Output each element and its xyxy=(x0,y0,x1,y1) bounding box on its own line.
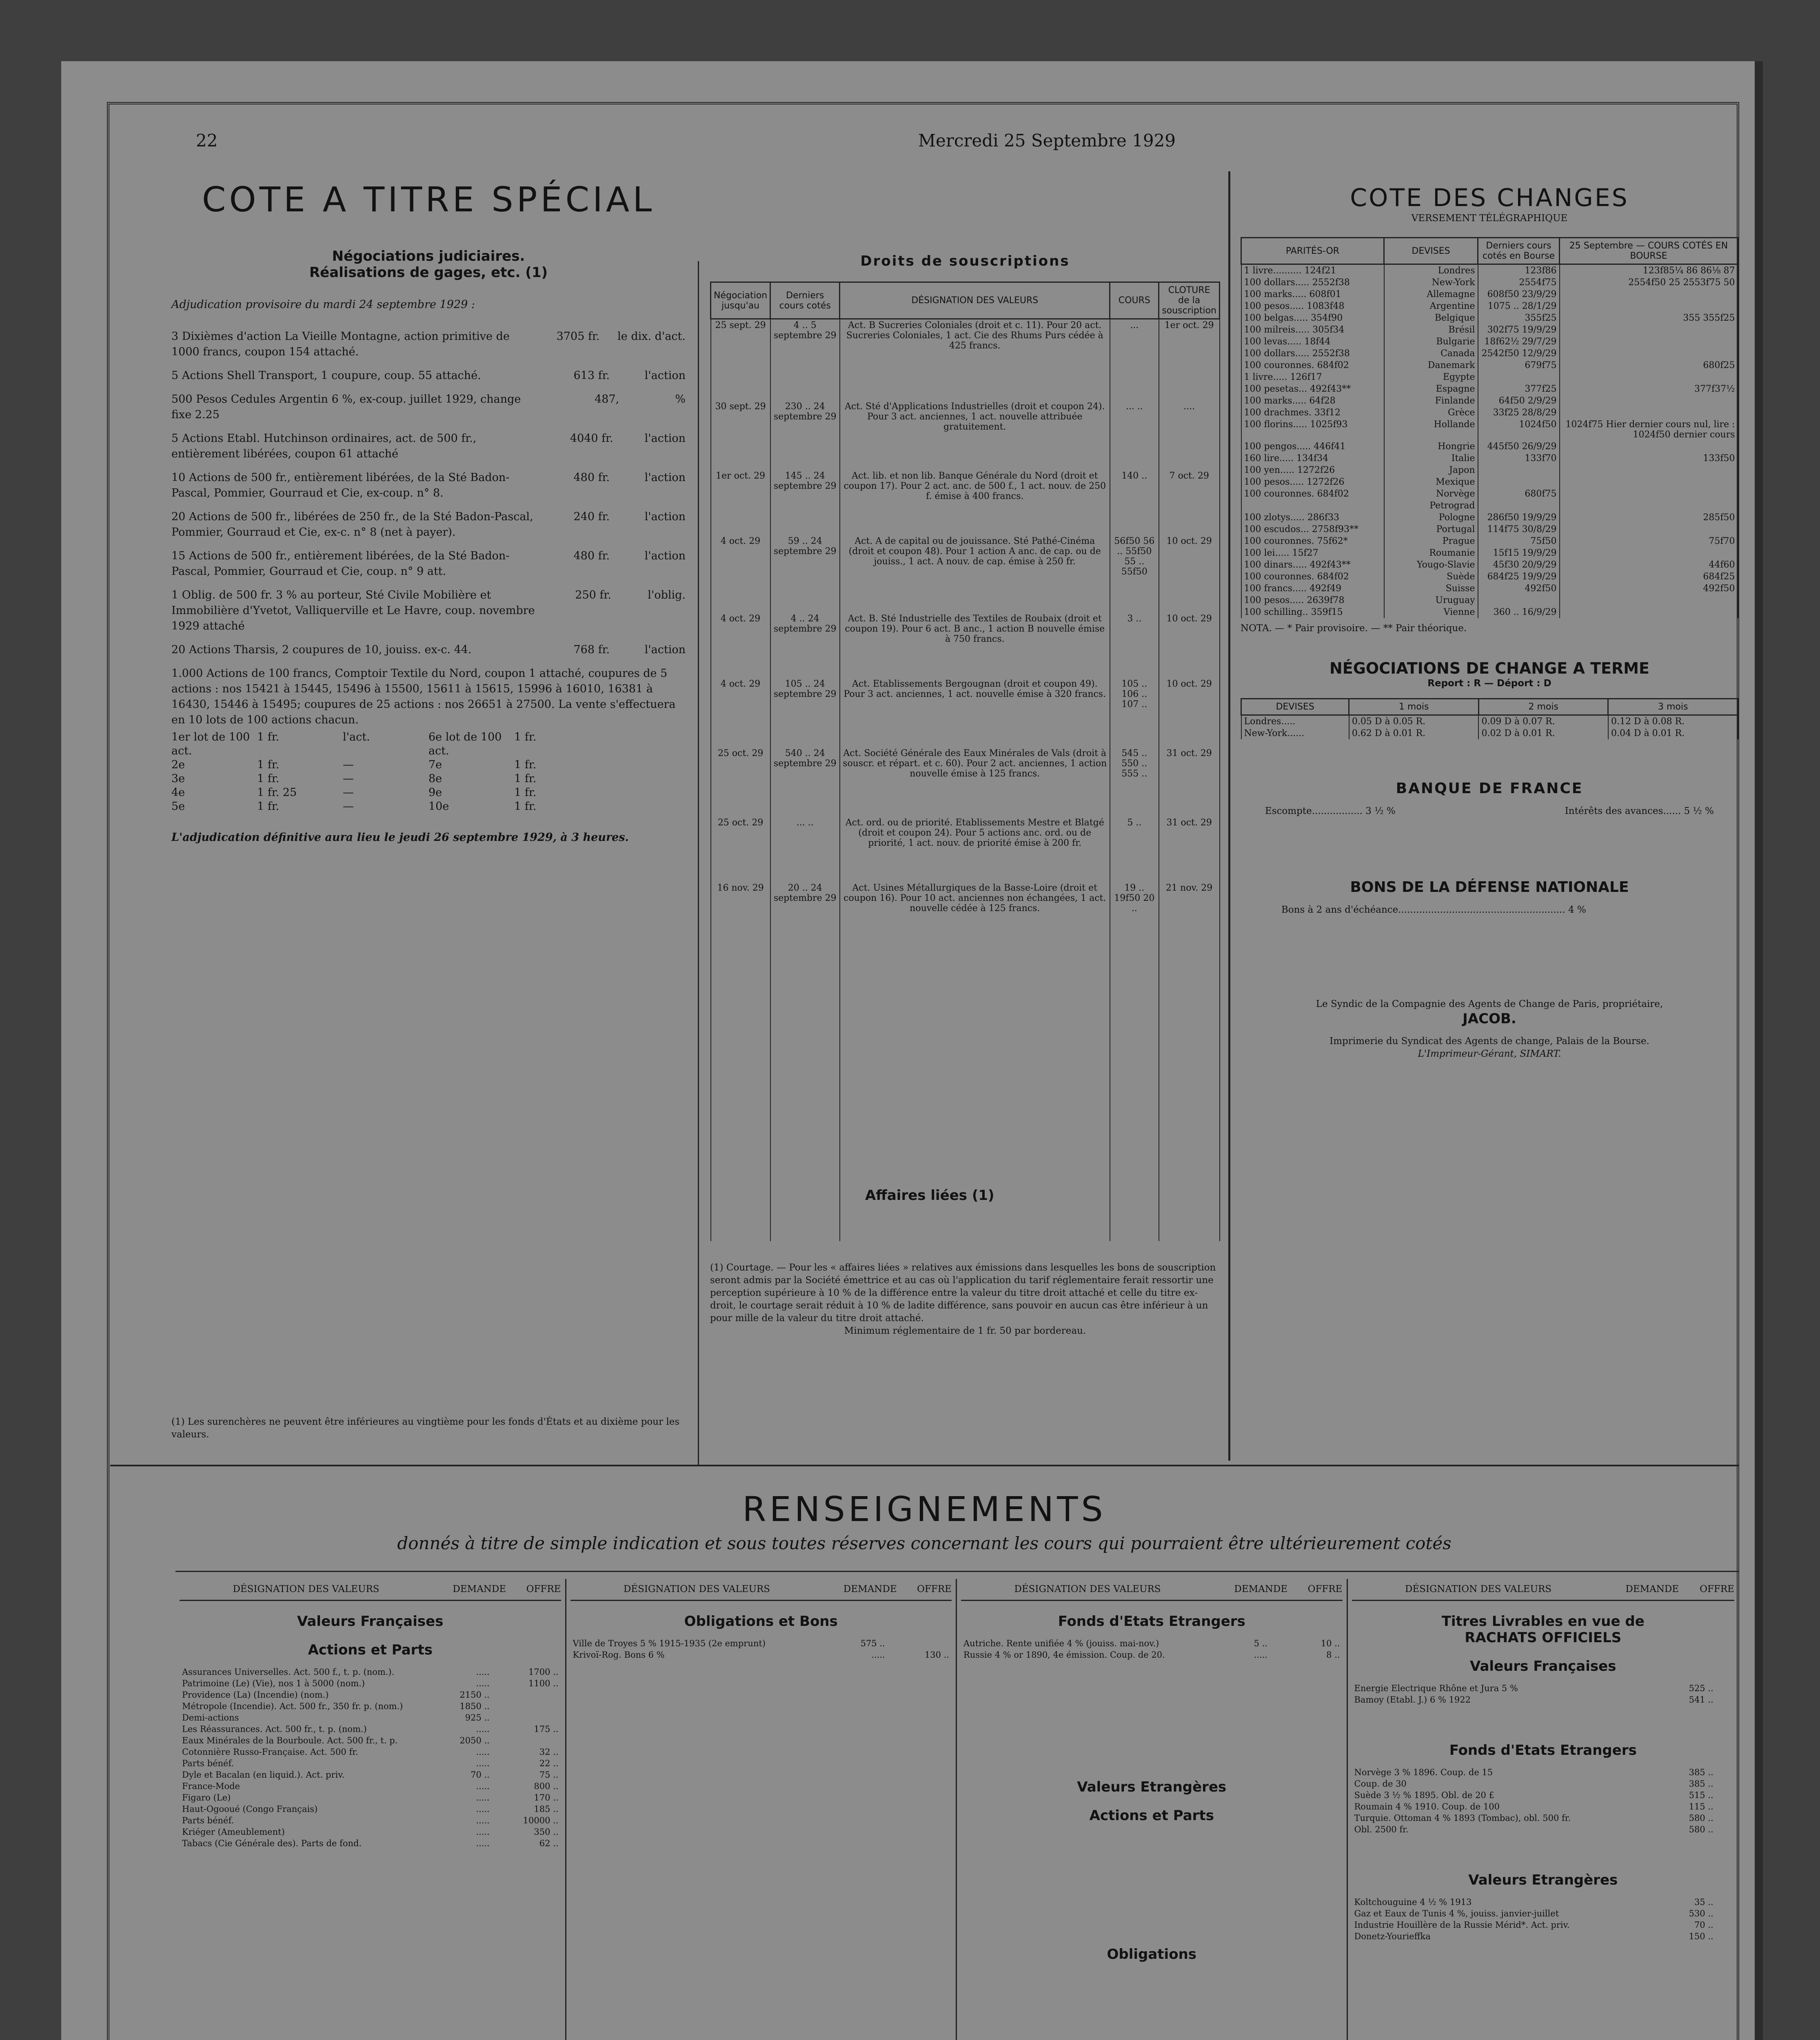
bons-title: BONS DE LA DÉFENSE NATIONALE xyxy=(1350,879,1629,896)
table-row: 4 oct. 29 59 .. 24 septembre 29 Act. A de capital ou de jouissance. Sté Pathé-Cinéma (droit et coupon 48). Pour 1 action A anc. de cap. ou de jouiss., 1 act. A nouv. de cap. émise à 250 fr. 56f50 56 .. 55f50 55 .. 55f50 10 oct. 29 xyxy=(711,535,1220,613)
table-row: 100 belgas..... 354f90 Belgique 355f25 355 355f25 xyxy=(1241,312,1738,324)
renseignements-section xyxy=(114,1489,1734,1553)
table-row: Petrograd xyxy=(1241,500,1738,512)
list-item: 5 Actions Shell Transport, 1 coupure, coup. 55 attaché. 613 fr. l'action xyxy=(171,369,686,382)
table-row: Krivoï-Rog. Bons 6 % ..... 130 .. xyxy=(573,1650,949,1660)
table-row: 100 yen..... 1272f26 Japon xyxy=(1241,464,1738,476)
table-row: Autriche. Rente unifiée 4 % (jouiss. mai-nov.) 5 .. 10 .. xyxy=(963,1639,1340,1648)
droits-rule xyxy=(698,261,699,1465)
table-row: Suède 3 ½ % 1895. Obl. de 20 £ 515 .. xyxy=(1354,1790,1713,1800)
table-row: 25 oct. 29 ... .. Act. ord. ou de priorité. Etablissements Mestre et Blatgé (droit et coupon 24). Pour 5 actions anc. ord. ou de priorité, 1 act. nouv. de priorité émise à 200 fr. 5 .. 31 oct. 29 xyxy=(711,817,1220,882)
table-row: 4 oct. 29 4 .. 24 septembre 29 Act. B. Sté Industrielle des Textiles de Roubaix (droit et coupon 19). Pour 6 act. B anc., 1 action B nouvelle émise à 750 francs. 3 .. 10 oct. 29 xyxy=(711,613,1220,678)
table-row: Roumain 4 % 1910. Coup. de 100 115 .. xyxy=(1354,1802,1713,1812)
comptoir-text: 1.000 Actions de 100 francs, Comptoir Textile du Nord, coupon 1 attaché, coupures de 5 actions : nos 15421 à 15445, 15496 à 15500, 15611 à 15615, 15996 à 16010, 16381 à 16430, 15446 à 15495; coupures de 25 actions : nos 26651 à 27500. La vente s'effectuera en 10 lots de 100 actions chacun. xyxy=(171,667,676,726)
table-row: 100 dollars..... 2552f38 Canada 2542f50 12/9/29 xyxy=(1241,348,1738,359)
cote-titre-footnote: (1) Les surenchères ne peuvent être inférieures au vingtième pour les fonds d'États et au dixième pour les valeurs. xyxy=(171,1417,680,1440)
table-row: Eaux Minérales de la Bourboule. Act. 500 fr., t. p. 2050 .. xyxy=(182,1736,490,1745)
list-item: 10 Actions de 500 fr., entièrement libérées, de la Sté Badon-Pascal, Pommier, Gourraud et Cie, ex-coup. n° 8. 480 fr. l'action xyxy=(171,471,686,499)
page-number: 22 xyxy=(196,131,218,151)
syndic-line1: Le Syndic de la Compagnie des Agents de Change de Paris, propriétaire, xyxy=(1316,999,1663,1009)
changes-subtitle: VERSEMENT TÉLÉGRAPHIQUE xyxy=(1411,213,1568,224)
table-row: 100 pesos..... 1272f26 Mexique xyxy=(1241,476,1738,488)
table-row: Kriéger (Ameublement) ..... 350 .. xyxy=(182,1827,559,1837)
table-row: 100 marks..... 64f28 Finlande 64f50 2/9/29 xyxy=(1241,395,1738,407)
table-row: 4 oct. 29 105 .. 24 septembre 29 Act. Etablissements Bergougnan (droit et coupon 49). Pour 3 act. anciennes, 1 act. nouvelle émise à 320 francs. 105 .. 106 .. 107 .. 10 oct. 29 xyxy=(711,678,1220,747)
changes-nota: NOTA. — * Pair provisoire. — ** Pair théorique. xyxy=(1241,623,1467,634)
table-row: 100 lei..... 15f27 Roumanie 15f15 19/9/29 xyxy=(1241,547,1738,559)
rens-col-1: DÉSIGNATION DES VALEURS DEMANDE OFFRE Valeurs Françaises Actions et Parts Assurances Universelles. Act. 500 f., t. p. (nom.). ..... 1700 .. Patrimoine (Le) (Vie), nos 1 à 5000 (nom.) ..... 1100 .. Providence (La) (Incendie) (nom.) 2150 .. Métropole (Incendie). Act. 500 fr., 350 fr. p. (nom.) 1850 .. Demi-actions 925 .. Les Réassurances. Act. 500 fr., t. p. (nom.) ..... 175 .. Eaux Minérales de la Bourboule. Act. 500 fr., t. p. 2050 .. Cotonnière Russo-Française. Act. 500 fr. ..... 32 .. Parts bénéf. ..... 22 .. Dyle et Bacalan (en liquid.). Act. priv. 70 .. 75 .. France-Mode ..... 800 .. Figaro (Le) ..... 170 .. Haut-Ogooué (Congo Français) ..... 185 .. Parts bénéf. ..... 10000 .. Kriéger (Ameublement) ..... 350 .. Tabacs (Cie Générale des). Parts de fond. ..... 62 .. xyxy=(175,1579,566,2040)
banque-title: BANQUE DE FRANCE xyxy=(1396,780,1583,797)
table-row: 25 oct. 29 540 .. 24 septembre 29 Act. Société Générale des Eaux Minérales de Vals (droit à souscr. et répart. et c. 60). Pour 2 act. anciennes, 1 action nouvelle émise à 125 francs. 545 .. 550 .. 555 .. 31 oct. 29 xyxy=(711,747,1220,817)
table-row: Demi-actions 925 .. xyxy=(182,1713,490,1723)
table-row: 100 escudos... 2758f93** Portugal 114f75 30/8/29 xyxy=(1241,523,1738,535)
minimum-note: Minimum réglementaire de 1 fr. 50 par bordereau. xyxy=(844,1325,1086,1336)
table-row: Donetz-Yourieffka 150 .. xyxy=(1354,1931,1713,1941)
table-row: Parts bénéf. ..... 22 .. xyxy=(182,1758,559,1768)
table-row: 100 couronnes. 684f02 Danemark 679f75 680f25 xyxy=(1241,359,1738,371)
table-row: Métropole (Incendie). Act. 500 fr., 350 fr. p. (nom.) 1850 .. xyxy=(182,1701,490,1711)
table-row: 100 dollars..... 2552f38 New-York 2554f75 2554f50 25 2553f75 50 xyxy=(1241,277,1738,288)
table-row: 100 levas..... 18f44 Bulgarie 18f62½ 29/7/29 xyxy=(1241,336,1738,348)
syndic-name: JACOB. xyxy=(1463,1011,1516,1027)
table-row: 100 francs..... 492f49 Suisse 492f50 492f50 xyxy=(1241,583,1738,594)
table-row: Providence (La) (Incendie) (nom.) 2150 .. xyxy=(182,1690,490,1700)
table-row: Assurances Universelles. Act. 500 f., t. p. (nom.). ..... 1700 .. xyxy=(182,1667,559,1677)
list-item: 1 Oblig. de 500 fr. 3 % au porteur, Sté Civile Mobilière et Immobilière d'Yvetot, Valliquerville et Le Havre, coup. novembre 1929 attaché 250 fr. l'oblig. xyxy=(171,589,686,632)
table-row: 100 pesos..... 2639f78 Uruguay xyxy=(1241,594,1738,606)
table-row: Tabacs (Cie Générale des). Parts de fond. ..... 62 .. xyxy=(182,1838,559,1848)
rens-col-3: DÉSIGNATION DES VALEURS DEMANDE OFFRE Fonds d'Etats Etrangers Autriche. Rente unifiée 4 % (jouiss. mai-nov.) 5 .. 10 .. Russie 4 % or 1890, 4e émission. Coup. de 20. ..... 8 .. Valeurs Etrangères Actions et Parts Obligations xyxy=(957,1579,1348,2040)
table-row: France-Mode ..... 800 .. xyxy=(182,1781,559,1791)
definitive-line: L'adjudication définitive aura lieu le jeudi 26 septembre 1929, à 3 heures. xyxy=(171,831,629,844)
table-row: 100 couronnes. 75f62* Prague 75f50 75f70 xyxy=(1241,535,1738,547)
rens-col-4: DÉSIGNATION DES VALEURS DEMANDE OFFRE Titres Livrables en vue de RACHATS OFFICIELS Valeurs Françaises Energie Electrique Rhône et Jura 5 % 525 .. Bamoy (Etabl. J.) 6 % 1922 541 .. Fonds d'Etats Etrangers Norvège 3 % 1896. Coup. de 15 385 .. Coup. de 30 385 .. Suède 3 ½ % 1895. Obl. de 20 £ 515 .. Roumain 4 % 1910. Coup. de 100 115 .. Turquie. Ottoman 4 % 1893 (Tombac), obl. 500 fr. 580 .. Obl. 2500 fr. 580 .. Valeurs Etrangères Koltchouguine 4 ½ % 1913 35 .. Gaz et Eaux de Tunis 4 %, jouiss. janvier-juillet 530 .. Industrie Houillère de la Russie Mérid*. Act. priv. 70 .. Donetz-Yourieffka 150 .. xyxy=(1348,1579,1739,2040)
droits-column xyxy=(710,253,1220,1337)
table-row: Turquie. Ottoman 4 % 1893 (Tombac), obl. 500 fr. 580 .. xyxy=(1354,1813,1713,1823)
table-row: Koltchouguine 4 ½ % 1913 35 .. xyxy=(1354,1897,1713,1907)
list-item: 20 Actions Tharsis, 2 coupures de 10, jouiss. ex-c. 44. 768 fr. l'action xyxy=(171,643,686,656)
rens-rule xyxy=(175,1571,1738,1572)
cote-titre-items xyxy=(171,329,686,658)
terme-subtitle: Report : R — Déport : D xyxy=(1427,678,1551,689)
banque-rates: Escompte................. 3 ½ % Intérêts des avances...... 5 ½ % xyxy=(1265,806,1714,816)
table-row: 100 couronnes. 684f02 Suède 684f25 19/9/29 684f25 xyxy=(1241,571,1738,583)
changes-table: PARITÉS-OR DEVISES Derniers cours cotés en Bourse 25 Septembre — COURS COTÉS EN BOURSE 1 livre.......... 124f21 Londres 123f86 123f85¼ 86 86⅛ 87 100 dollars..... 2552f38 New-York 2554f75 2554f50 25 2553f75 50 100 marks..... 608f01 Allemagne 608f50 23/9/29 100 pesos..... 1083f48 Argentine 1075 .. 28/1/29 100 belgas..... 354f90 Belgique 355f25 355 355f25 100 milreis..... 305f34 Brésil 302f75 19/9/29 100 levas..... 18f44 Bulgarie 18f62½ 29/7/29 100 dollars..... 2552f38 Canada 2542f50 12/9/29 100 couronnes. 684f02 Danemark 679f75 680f25 1 livre..... 126f17 Egypte 100 pesetas... 492f43** Espagne 377f25 377f37½ 100 marks..... 64f28 Finlande 64f50 2/9/29 100 drachmes. 33f12 Grèce 33f25 28/8/29 100 florins..... 1025f93 Hollande 1024f50 1024f75 Hier dernier cours nul, lire : 1024f50 dernier cours 100 pengos..... 446f41 Hongrie 445f50 26/9/29 160 lire..... 134f34 Italie 133f70 133f50 100 yen..... 1272f26 Japon 100 pesos..... 1272f26 Mexique 100 couronnes. 684f02 Norvège 680f75 Petrograd 100 zlotys..... 286f33 Pologne 286f50 19/9/29 285f50 100 escudos... 2758f93** Portugal 114f75 30/8/29 100 couronnes. 75f62* Prague 75f50 75f70 100 lei..... 15f27 Roumanie 15f15 19/9/29 100 dinars..... 492f43** Yougo-Slavie 45f30 20/9/29 44f60 100 couronnes. 684f02 Suède 684f25 19/9/29 684f25 100 francs..... 492f49 Suisse 492f50 492f50 100 pesos..... 2639f78 Uruguay 100 schilling.. 359f15 Vienne 360 .. 16/9/29 xyxy=(1241,237,1738,618)
droits-table: Négociation jusqu'au Derniers cours cotés DÉSIGNATION DES VALEURS COURS CLOTURE de la souscription 25 sept. 29 4 .. 5 septembre 29 Act. B Sucreries Coloniales (droit et c. 11). Pour 20 act. Sucreries Coloniales, 1 act. Cie des Rhums Purs cédée à 425 francs. ... 1er oct. 29 30 sept. 29 230 .. 24 septembre 29 Act. Sté d'Applications Industrielles (droit et coupon 24). Pour 3 act. anciennes, 1 act. nouvelle attribuée gratuitement. ... .. .... 1er oct. 29 145 .. 24 septembre 29 Act. lib. et non lib. Banque Générale du Nord (droit et coupon 17). Pour 2 act. anc. de 500 f., 1 act. nouv. de 250 f. émise à 400 francs. 140 .. 7 oct. 29 4 oct. 29 59 .. 24 septembre 29 Act. A de capital ou de jouissance. Sté Pathé-Cinéma (droit et coupon 48). Pour 1 action A anc. de cap. ou de jouiss., 1 act. A nouv. de cap. émise à 250 fr. 56f50 56 .. 55f50 55 .. 55f50 10 oct. 29 4 oct. 29 4 .. 24 septembre 29 Act. B. Sté Industrielle des Textiles de Roubaix (droit et coupon 19). Pour 6 act. B anc., 1 action B nouvelle émise à 750 francs. 3 .. 10 oct. 29 4 oct. 29 105 .. 24 septembre 29 Act. Etablissements Bergougnan (droit et coupon 49). Pour 3 act. anciennes, 1 act. nouvelle émise à 320 francs. 105 .. 106 .. 107 .. 10 oct. 29 25 oct. 29 540 .. 24 septembre 29 Act. Société Générale des Eaux Minérales de Vals (droit à souscr. et répart. et c. 60). Pour 2 act. anciennes, 1 action nouvelle émise à 125 francs. 545 .. 550 .. 555 .. 31 oct. 29 25 oct. 29 ... .. Act. ord. ou de priorité. Etablissements Mestre et Blatgé (droit et coupon 24). Pour 5 actions anc. ord. ou de priorité, 1 act. nouv. de priorité émise à 200 fr. 5 .. 31 oct. 29 16 nov. 29 20 .. 24 septembre 29 Act. Usines Métallurgiques de la Basse-Loire (droit et coupon 16). Pour 10 act. anciennes non échangées, 1 act. nouvelle cédée à 125 francs. 19 .. 19f50 20 .. 21 nov. 29 xyxy=(710,282,1220,1241)
table-row: 100 dinars..... 492f43** Yougo-Slavie 45f30 20/9/29 44f60 xyxy=(1241,559,1738,571)
table-row: 16 nov. 29 20 .. 24 septembre 29 Act. Usines Métallurgiques de la Basse-Loire (droit et coupon 16). Pour 10 act. anciennes non échangées, 1 act. nouvelle cédée à 125 francs. 19 .. 19f50 20 .. 21 nov. 29 xyxy=(711,882,1220,1241)
changes-column-rule xyxy=(1228,171,1230,1461)
table-row: Les Réassurances. Act. 500 fr., t. p. (nom.) ..... 175 .. xyxy=(182,1724,559,1734)
table-row: 160 lire..... 134f34 Italie 133f70 133f50 xyxy=(1241,452,1738,464)
table-row: 1 livre..... 126f17 Egypte xyxy=(1241,371,1738,383)
table-row: Haut-Ogooué (Congo Français) ..... 185 .. xyxy=(182,1804,559,1814)
table-row: 100 pengos..... 446f41 Hongrie 445f50 26/9/29 xyxy=(1241,441,1738,452)
table-row: Parts bénéf. ..... 10000 .. xyxy=(182,1816,559,1825)
table-row: 100 drachmes. 33f12 Grèce 33f25 28/8/29 xyxy=(1241,407,1738,419)
renseignements-subtitle: donnés à titre de simple indication et sous toutes réserves concernant les cours qui pourraient être ultérieurement cotés xyxy=(397,1533,1452,1553)
changes-column xyxy=(1241,184,1738,1060)
rens-col-2: DÉSIGNATION DES VALEURS DEMANDE OFFRE Obligations et Bons Ville de Troyes 5 % 1915-1935 (2e emprunt) 575 .. Krivoï-Rog. Bons 6 % ..... 130 .. xyxy=(566,1579,957,2040)
droits-title: Droits de souscriptions xyxy=(860,253,1070,269)
table-row: 30 sept. 29 230 .. 24 septembre 29 Act. Sté d'Applications Industrielles (droit et coupon 24). Pour 3 act. anciennes, 1 act. nouvelle attribuée gratuitement. ... .. .... xyxy=(711,401,1220,470)
affaires-liees: Affaires liées (1) xyxy=(865,1187,994,1204)
table-row: 100 florins..... 1025f93 Hollande 1024f50 1024f75 Hier dernier cours nul, lire : 1024f50 dernier cours xyxy=(1241,419,1738,441)
syndic-line3: L'Imprimeur-Gérant, SIMART. xyxy=(1418,1049,1561,1059)
table-row: 100 schilling.. 359f15 Vienne 360 .. 16/9/29 xyxy=(1241,606,1738,618)
adjudication-line: Adjudication provisoire du mardi 24 septembre 1929 : xyxy=(171,298,475,311)
list-item: 3 Dixièmes d'action La Vieille Montagne, action primitive de 1000 francs, coupon 154 attaché. 3705 fr. le dix. d'act. xyxy=(171,330,686,358)
list-item: 5 Actions Etabl. Hutchinson ordinaires, act. de 500 fr., entièrement libérées, coupon 61 attaché 4040 fr. l'action xyxy=(171,432,686,460)
changes-title: COTE DES CHANGES xyxy=(1350,184,1629,212)
syndic-line2: Imprimerie du Syndicat des Agents de change, Palais de la Bourse. xyxy=(1329,1036,1649,1047)
renseignements-title: RENSEIGNEMENTS xyxy=(742,1489,1106,1529)
table-row: Obl. 2500 fr. 580 .. xyxy=(1354,1825,1713,1834)
table-row: 100 couronnes. 684f02 Norvège 680f75 xyxy=(1241,488,1738,500)
section-rule xyxy=(110,1465,1738,1466)
table-row: Patrimoine (Le) (Vie), nos 1 à 5000 (nom.) ..... 1100 .. xyxy=(182,1679,559,1688)
table-row: Russie 4 % or 1890, 4e émission. Coup. de 20. ..... 8 .. xyxy=(963,1650,1340,1660)
table-row: Cotonnière Russo-Française. Act. 500 fr. ..... 32 .. xyxy=(182,1747,559,1757)
cote-titre-title: COTE A TITRE SPÉCIAL xyxy=(202,180,655,220)
table-row: New-York...... 0.62 D à 0.01 R. 0.02 D à 0.01 R. 0.04 D à 0.01 R. xyxy=(1241,727,1738,739)
table-row: Industrie Houillère de la Russie Mérid*. Act. priv. 70 .. xyxy=(1354,1920,1713,1930)
page-date: Mercredi 25 Septembre 1929 xyxy=(918,131,1176,151)
terme-title: NÉGOCIATIONS DE CHANGE A TERME xyxy=(1329,659,1650,677)
table-row: Coup. de 30 385 .. xyxy=(1354,1779,1713,1789)
table-row: 100 marks..... 608f01 Allemagne 608f50 23/9/29 xyxy=(1241,288,1738,300)
table-row: 100 pesetas... 492f43** Espagne 377f25 377f37½ xyxy=(1241,383,1738,395)
lots-grid: 1er lot de 100 act. 1 fr. l'act. 6e lot de 100 act. 1 fr. 2e 1 fr. — 7e 1 fr. 3e 1 fr. — 8e 1 fr. 4e 1 fr. 25 — 9e 1 fr. 5e 1 fr. — 10e 1 fr. xyxy=(171,731,537,813)
neg-title-2: Réalisations de gages, etc. (1) xyxy=(309,264,548,281)
table-row: Norvège 3 % 1896. Coup. de 15 385 .. xyxy=(1354,1767,1713,1777)
table-row: Bamoy (Etabl. J.) 6 % 1922 541 .. xyxy=(1354,1695,1713,1705)
neg-title-1: Négociations judiciaires. xyxy=(332,248,525,264)
table-row: Londres..... 0.05 D à 0.05 R. 0.09 D à 0.07 R. 0.12 D à 0.08 R. xyxy=(1241,715,1738,728)
list-item: 15 Actions de 500 fr., entièrement libérées, de la Sté Badon-Pascal, Pommier, Gourraud et Cie, coup. n° 9 att. 480 fr. l'action xyxy=(171,550,686,578)
list-item: 20 Actions de 500 fr., libérées de 250 fr., de la Sté Badon-Pascal, Pommier, Gourraud et Cie, ex-c. n° 8 (net à payer). 240 fr. l'action xyxy=(171,510,686,539)
table-row: 1 livre.......... 124f21 Londres 123f86 123f85¼ 86 86⅛ 87 xyxy=(1241,264,1738,277)
terme-table: DEVISES 1 mois 2 mois 3 mois Londres..... 0.05 D à 0.05 R. 0.09 D à 0.07 R. 0.12 D à 0.08 R. New-York...... 0.62 D à 0.01 R. 0.02 D à 0.01 R. 0.04 D à 0.01 R. xyxy=(1241,698,1738,739)
table-row: Energie Electrique Rhône et Jura 5 % 525 .. xyxy=(1354,1683,1713,1693)
table-row: Figaro (Le) ..... 170 .. xyxy=(182,1793,559,1803)
table-row: Gaz et Eaux de Tunis 4 %, jouiss. janvier-juillet 530 .. xyxy=(1354,1909,1713,1918)
renseignements-grid xyxy=(175,1579,1738,2040)
courtage-note: (1) Courtage. — Pour les « affaires liées » relatives aux émissions dans lesquelles les bons de souscription seront admis par la Société émettrice et au cas où l'application du tarif réglementaire ferait ressortir une perception supérieure à 10 % de la différence entre la valeur du titre droit attaché et celle du titre ex-droit, le courtage serait réduit à 10 % de ladite différence, sans pouvoir en aucun cas être inférieur à un pour mille de la valeur du titre droit attaché. xyxy=(710,1262,1216,1324)
cote-titre-column xyxy=(171,180,686,845)
bons-line: Bons à 2 ans d'échéance........................................................ 4 % xyxy=(1281,905,1586,915)
table-row: Dyle et Bacalan (en liquid.). Act. priv. 70 .. 75 .. xyxy=(182,1770,559,1780)
table-row: Ville de Troyes 5 % 1915-1935 (2e emprunt) 575 .. xyxy=(573,1639,885,1648)
table-row: 100 pesos..... 1083f48 Argentine 1075 .. 28/1/29 xyxy=(1241,300,1738,312)
table-row: 100 milreis..... 305f34 Brésil 302f75 19/9/29 xyxy=(1241,324,1738,336)
table-row: 100 zlotys..... 286f33 Pologne 286f50 19/9/29 285f50 xyxy=(1241,512,1738,523)
table-row: 25 sept. 29 4 .. 5 septembre 29 Act. B Sucreries Coloniales (droit et c. 11). Pour 20 act. Sucreries Coloniales, 1 act. Cie des Rhums Purs cédée à 425 francs. ... 1er oct. 29 xyxy=(711,319,1220,401)
list-item: 500 Pesos Cedules Argentin 6 %, ex-coup. juillet 1929, change fixe 2.25 487, % xyxy=(171,393,686,421)
table-row: 1er oct. 29 145 .. 24 septembre 29 Act. lib. et non lib. Banque Générale du Nord (droit et coupon 17). Pour 2 act. anc. de 500 f., 1 act. nouv. de 250 f. émise à 400 francs. 140 .. 7 oct. 29 xyxy=(711,470,1220,535)
